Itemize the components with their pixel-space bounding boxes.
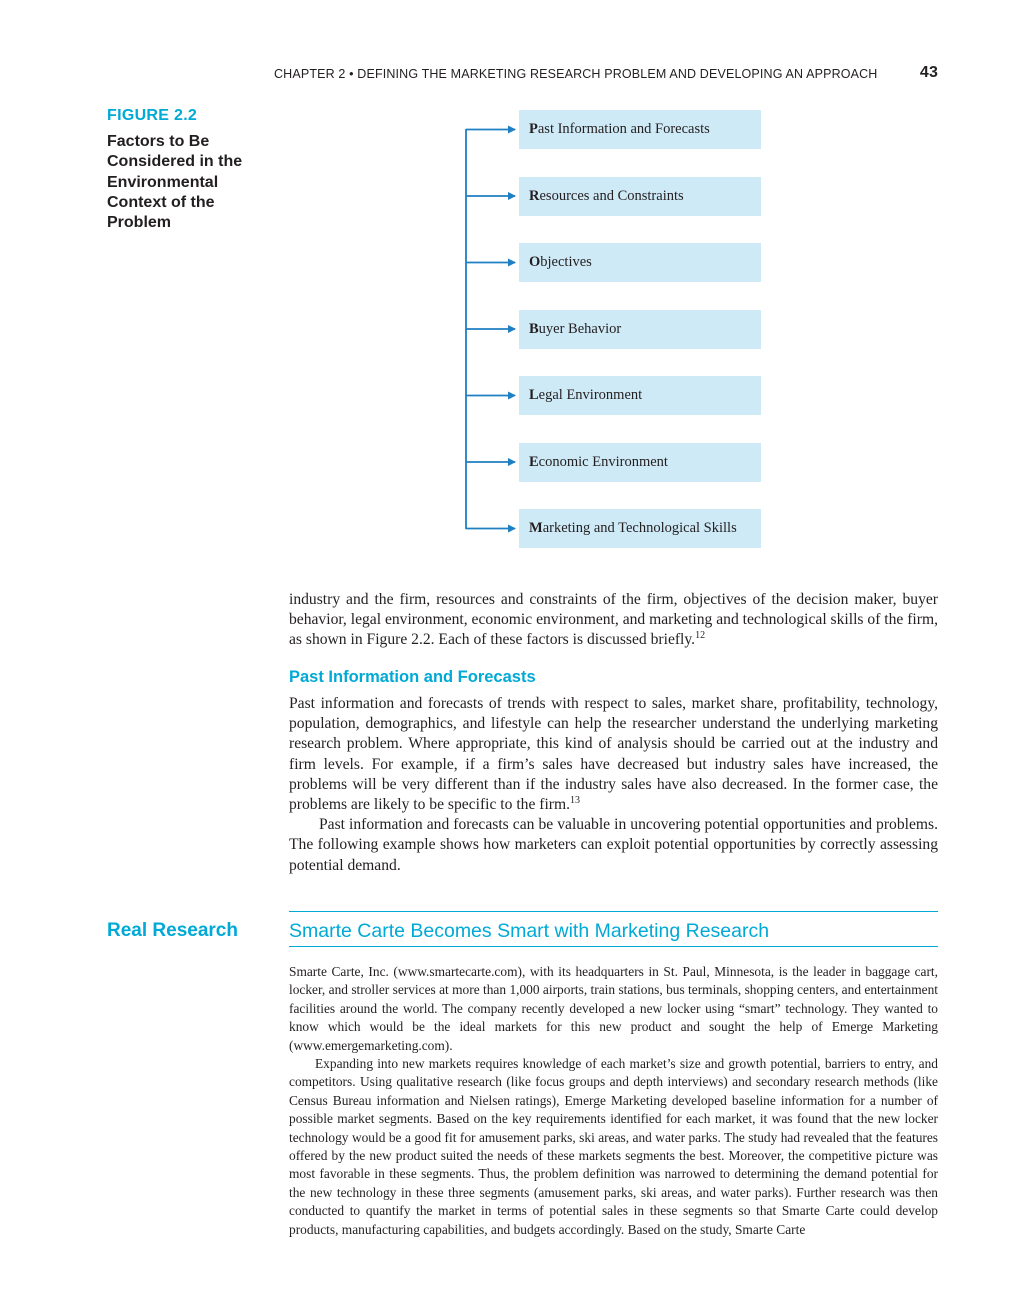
intro-text: industry and the firm, resources and constraints of the firm, objectives of the decision maker, buyer behavior, legal environment, economic environment, and marketing and technological skills of the firm, as shown in Figure 2.2. Each of these factors is discussed briefly. <box>289 591 938 649</box>
section-paragraph-2: Past information and forecasts can be valuable in uncovering potential opportunities and problems. The following example shows how marketers can exploit potential opportunities by correctly assessing potential demand. <box>289 816 938 874</box>
factor-label: uyer Behavior <box>538 320 622 337</box>
environmental-context-diagram <box>0 0 1024 600</box>
figure-caption: Factors to Be Considered in the Environmental Context of the Problem <box>107 133 243 232</box>
footnote-ref-13: 13 <box>570 795 581 807</box>
real-research-paragraph-1: Smarte Carte, Inc. (www.smartecarte.com), with its headquarters in St. Paul, Minnesota, is the leader in baggage cart, locker, and stroller services at more than 1,000 airports, train stations, bus terminals, shopping centers, and entertainment facilities around the world. The company recently developed a new locker using “smart” technology. They wanted to know which would be the ideal markets for this new product and sought the help of Emerge Marketing (www.emergemarketing.com). <box>289 964 938 1053</box>
real-research-paragraph-2: Expanding into new markets requires knowledge of each market’s size and growth potential, barriers to entry, and competitors. Using qualitative research (like focus groups and depth interviews) and secondary research methods (like Census Bureau information and Nielsen ratings), Emerge Marketing developed baseline information for a number of possible market segments. Based on the key requirements identified for each market, it was found that the new locker technology would be a good fit for amusement parks, ski areas, and water parks. The study had revealed that the features offered by the new product suited the needs of these markets segments the best. Moreover, the competitive picture was most favorable in these segments. Thus, the problem definition was narrowed to determining the demand potential for the new technology in these three segments (amusement parks, ski areas, and water parks). Further research was then conducted to quantify the market in terms of potential sales in these segments so that Smarte Carte could develop products, manufacturing capabilities, and budgets accordingly. Based on the study, Smarte Carte <box>289 1056 938 1237</box>
running-head-text: CHAPTER 2 • DEFINING THE MARKETING RESEARCH PROBLEM AND DEVELOPING AN APPROACH <box>274 67 878 81</box>
factor-initial: M <box>529 520 543 536</box>
section-paragraph-1: Past information and forecasts of trends with respect to sales, market share, profitability, technology, population, demographics, and lifestyle can help the researcher understand the underlying marketing research problem. Where appropriate, this kind of analysis should be carried out at the industry and firm levels. For example, if a firm’s sales have decreased but industry sales have increased, the problems will be very different than if the industry sales have also decreased. In the former case, the problems are likely to be specific to the firm. <box>289 695 938 814</box>
page-number: 43 <box>919 64 938 81</box>
factor-initial: L <box>529 387 539 403</box>
factor-initial: E <box>529 453 539 470</box>
factor-initial: R <box>529 187 540 204</box>
intro-paragraph <box>289 590 938 651</box>
factor-box <box>519 110 761 149</box>
factor-box <box>519 243 761 282</box>
factor-box <box>519 310 761 349</box>
diagram-connectors <box>0 0 1024 600</box>
figure-label: FIGURE 2.2 <box>107 107 198 124</box>
real-research-label: Real Research <box>107 920 238 941</box>
factor-initial: P <box>529 121 538 137</box>
box-top-rule <box>289 911 938 912</box>
factor-label: arketing and Technological Skills <box>542 520 737 536</box>
section-body <box>289 694 938 876</box>
factor-box <box>519 509 761 548</box>
factor-box <box>519 443 761 482</box>
factor-box <box>519 177 761 216</box>
section-heading: Past Information and Forecasts <box>289 668 536 686</box>
factor-label: conomic Environment <box>538 453 668 470</box>
factor-label: ast Information and Forecasts <box>537 121 710 137</box>
factor-label: egal Environment <box>538 387 643 403</box>
factor-label: bjectives <box>540 254 592 270</box>
real-research-title: Smarte Carte Becomes Smart with Marketing Research <box>289 920 770 942</box>
factor-initial: O <box>529 254 541 270</box>
box-title-rule <box>289 946 938 947</box>
real-research-body <box>289 963 938 1239</box>
footnote-ref-12: 12 <box>695 630 706 642</box>
factor-label: esources and Constraints <box>539 187 684 204</box>
factor-box <box>519 376 761 415</box>
factor-initial: B <box>529 320 539 337</box>
